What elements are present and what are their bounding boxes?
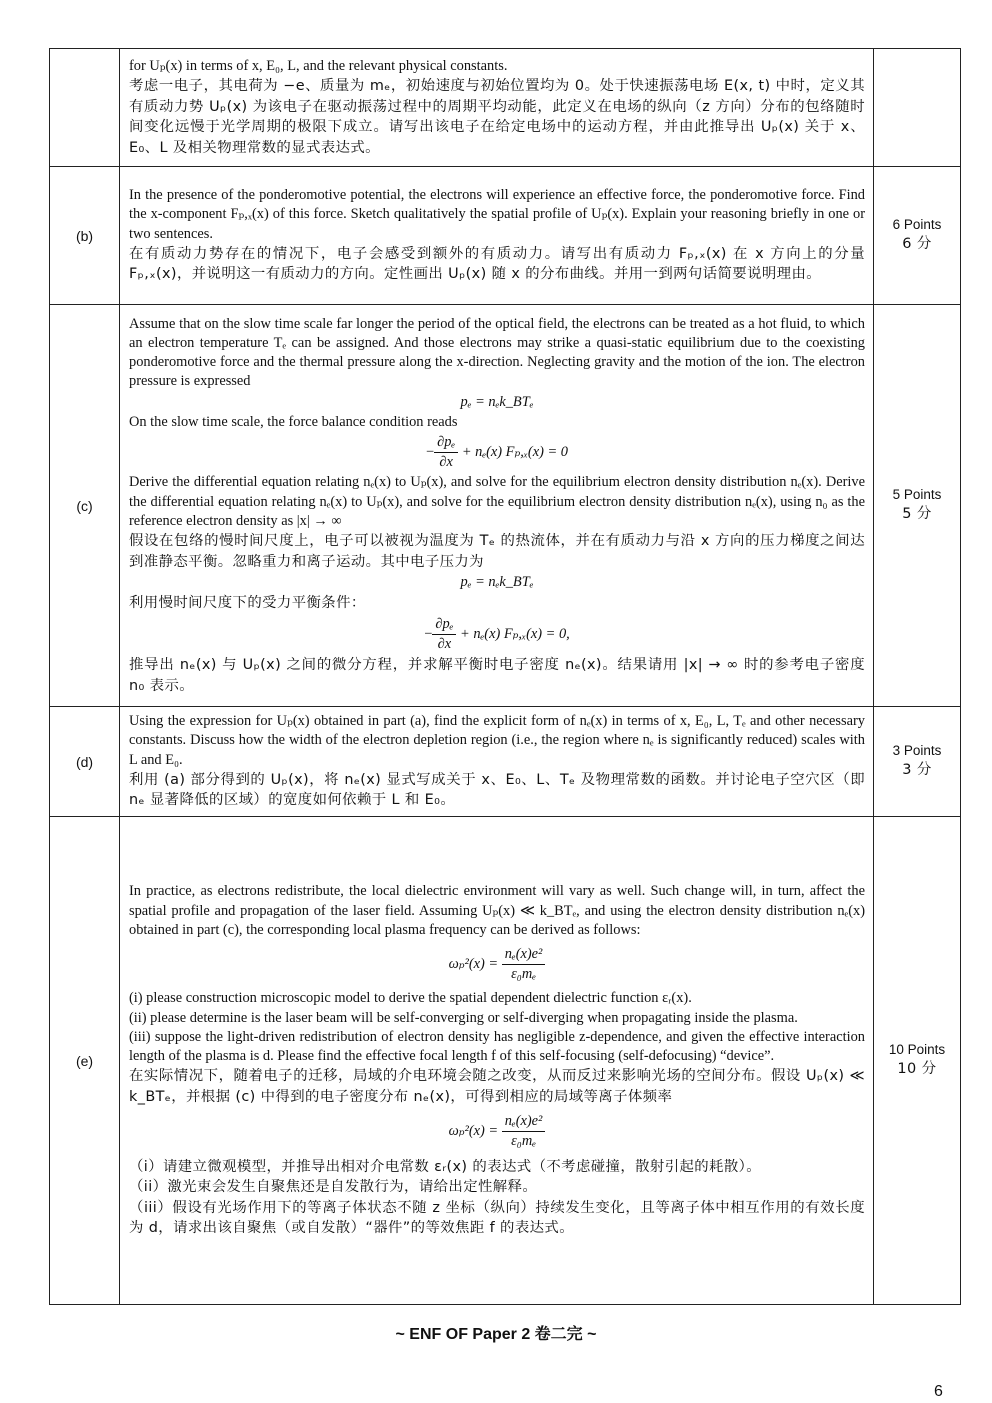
text-zh: 考虑一电子，其电荷为 −e、质量为 mₑ，初始速度与初始位置均为 0。处于快速振荡电场 E(x, t) 中时，定义其有质动力势 Uₚ(x) 为该电子在驱动振荡过程中的周期平均动能，此定义在电场的纵向（z 方向）分布的包络随时间变化远慢于光学周期的极限下成立。请写出该电子在给定电场中的运动方程，并由此推导出 Uₚ(x) 关于 x、E₀、L 及相关物理常数的显式表达式。 <box>129 78 865 156</box>
points-cell <box>874 817 961 1305</box>
numerator: nₑ(x)e² <box>502 1112 546 1132</box>
points-zh: 5 分 <box>902 506 932 523</box>
equation-lhs: ωₚ²(x) = <box>448 956 499 972</box>
fraction <box>502 945 546 984</box>
equation-rest: + nₑ(x) Fₚ,ₓ(x) = 0 <box>461 444 568 461</box>
text-en: Assume that on the slow time scale far longer the period of the optical field, the electrons can be treated as a hot fluid, to which an electron temperature Tₑ can be assigned. And those electrons may strike a quasi-static equilibrium due to the coexisting ponderomotive force and the thermal pressure along the x-direction. Neglecting gravity and the motion of the ion. The electron pressure is expressed <box>129 315 865 390</box>
numerator: ∂pₑ <box>432 615 456 635</box>
points-cell <box>874 167 961 305</box>
equation-force-balance-zh: − $\frac{\text{∂pₑ}}{\partial x}$ + nₑ(x) Fₚ,ₓ(x) = 0, <box>129 615 865 654</box>
denominator: ε₀mₑ <box>511 1133 536 1150</box>
equation-plasma-frequency <box>129 945 865 984</box>
text-zh: 在有质动力势存在的情况下，电子会感受到额外的有质动力。请写出有质动力 Fₚ,ₓ(x) 在 x 方向上的分量 Fₚ,ₓ(x)，并说明这一有质动力的方向。定性画出 Uₚ(x) 随 x 的分布曲线。并用一到两句话简要说明理由。 <box>129 245 865 283</box>
row-part-e <box>50 817 961 1305</box>
points-zh: 3 分 <box>902 762 932 779</box>
text-zh: 在实际情况下，随着电子的迁移，局域的介电环境会随之改变，从而反过来影响光场的空间分布。假设 Uₚ(x) ≪ k_BTₑ，并根据 (c) 中得到的电子密度分布 nₑ(x)，可得到相应的局域等离子体频率 <box>129 1068 865 1105</box>
equation-pressure-zh: pₑ = nₑk_BTₑ <box>460 574 534 591</box>
row-part-c <box>50 305 961 707</box>
denominator: ∂x <box>437 635 452 652</box>
text-en: for Uₚ(x) in terms of x, E₀, L, and the relevant physical constants. <box>129 57 508 74</box>
subquestion-ii: (ii) please determine is the laser beam will be self-converging or self-diverging when propagating inside the plasma. <box>129 1009 798 1026</box>
points-cell <box>874 305 961 707</box>
question-text <box>120 707 874 817</box>
text-en: In practice, as electrons redistribute, the local dielectric environment will vary as well. Such change will, in turn, affect the spatial profile and propagation of the laser field. Assuming Uₚ(x) ≪ k_BTₑ, and using the electron density distribution nₑ(x) obtained in part (c), the corresponding local plasma frequency can be derived as follows: <box>129 883 865 938</box>
fraction <box>502 1112 546 1151</box>
text-zh: 假设在包络的慢时间尺度上，电子可以被视为温度为 Tₑ 的热流体，并在有质动力与沿 x 方向的压力梯度之间达到准静态平衡。忽略重力和离子运动。其中电子压力为 <box>129 533 865 570</box>
subquestion-ii-zh: （ii）激光束会发生自聚焦还是自发散行为，请给出定性解释。 <box>129 1179 538 1196</box>
part-label: (b) <box>50 167 120 305</box>
part-label: (e) <box>50 817 120 1305</box>
question-table <box>49 48 961 1305</box>
points-zh: 6 分 <box>902 236 932 253</box>
text-en: In the presence of the ponderomotive potential, the electrons will experience an effective force, the ponderomotive force. Find the x-component Fₚ,ₓ(x) of this force. Sketch qualitatively the spatial profile of Uₚ(x). Explain your reasoning briefly in one or two sentences. <box>129 187 865 242</box>
question-text <box>120 167 874 305</box>
text-en: Derive the differential equation relating nₑ(x) to Uₚ(x), and solve for the equilibrium electron density distribution nₑ(x). Derive the differential equation relating nₑ(x) to Uₚ(x), and solve for the equilibrium electron density distribution nₑ(x), using n₀ as the reference electron density as |x| → ∞ <box>129 474 865 529</box>
equation-force-balance: − $\frac{\text{∂pₑ}}{\partial x}$ + nₑ(x) Fₚ,ₓ(x) = 0 <box>129 433 865 472</box>
subquestion-i-zh: （i）请建立微观模型，并推导出相对介电常数 εᵣ(x) 的表达式（不考虑碰撞，散射引起的耗散）。 <box>129 1158 762 1175</box>
text-en: On the slow time scale, the force balance condition reads <box>129 413 458 430</box>
equation-plasma-frequency-zh <box>129 1112 865 1151</box>
text-zh: 利用 (a) 部分得到的 Uₚ(x)，将 nₑ(x) 显式写成关于 x、E₀、L、Tₑ 及物理常数的函数。并讨论电子空穴区（即 nₑ 显著降低的区域）的宽度如何依赖于 L 和 E₀。 <box>129 771 865 809</box>
text-en: Using the expression for Uₚ(x) obtained in part (a), find the explicit form of nₑ(x) in terms of x, E₀, L, Tₑ and other necessary constants. Discuss how the width of the electron depletion region (i.e., the region where nₑ is significantly reduced) scales with L and E₀. <box>129 713 865 768</box>
text-zh: 利用慢时间尺度下的受力平衡条件： <box>129 595 366 612</box>
part-label <box>50 49 120 167</box>
row-part-b <box>50 167 961 305</box>
numerator: nₑ(x)e² <box>502 945 546 965</box>
paper-end-footer: ~ ENF OF Paper 2 卷二完 ~ <box>395 1326 597 1343</box>
points-cell <box>874 49 961 167</box>
subquestion-iii-zh: （iii）假设有光场作用下的等离子体状态不随 z 坐标（纵向）持续发生变化，且等离子体中相互作用的有效长度为 d，请求出该自聚焦（或自发散）“器件”的等效焦距 f 的表达式。 <box>129 1199 865 1237</box>
denominator: ∂x <box>439 454 453 471</box>
fraction <box>432 615 456 654</box>
points-zh: 10 分 <box>897 1061 937 1078</box>
equation-pressure: pₑ = nₑk_BTₑ <box>460 393 534 410</box>
points-en: 6 Points <box>892 217 942 233</box>
part-label: (c) <box>50 305 120 707</box>
question-text <box>120 49 874 167</box>
page-number: 6 <box>934 1383 943 1400</box>
equation-rest: + nₑ(x) Fₚ,ₓ(x) = 0, <box>460 625 570 642</box>
row-part-d <box>50 707 961 817</box>
numerator: ∂pₑ <box>434 433 458 453</box>
part-label: (d) <box>50 707 120 817</box>
text-zh: 推导出 nₑ(x) 与 Uₚ(x) 之间的微分方程，并求解平衡时电子密度 nₑ(x)。结果请用 |x| → ∞ 时的参考电子密度 n₀ 表示。 <box>129 657 865 694</box>
subquestion-i: (i) please construction microscopic model to derive the spatial dependent dielectric function εᵣ(x). <box>129 990 692 1007</box>
points-en: 5 Points <box>892 487 942 503</box>
points-en: 10 Points <box>888 1042 946 1058</box>
denominator: ε₀mₑ <box>511 966 536 983</box>
subquestion-iii: (iii) suppose the light-driven redistribution of electron density has negligible z-dependence, and given the effective interaction length of the plasma is d. Please find the effective focal length f of this self-focusing (self-defocusing) “device”. <box>129 1028 865 1064</box>
points-en: 3 Points <box>892 743 942 759</box>
equation-lhs: ωₚ²(x) = <box>448 1123 499 1140</box>
question-text <box>120 817 874 1305</box>
question-text <box>120 305 874 707</box>
points-cell <box>874 707 961 817</box>
fraction <box>434 433 458 472</box>
row-part-a <box>50 49 961 167</box>
